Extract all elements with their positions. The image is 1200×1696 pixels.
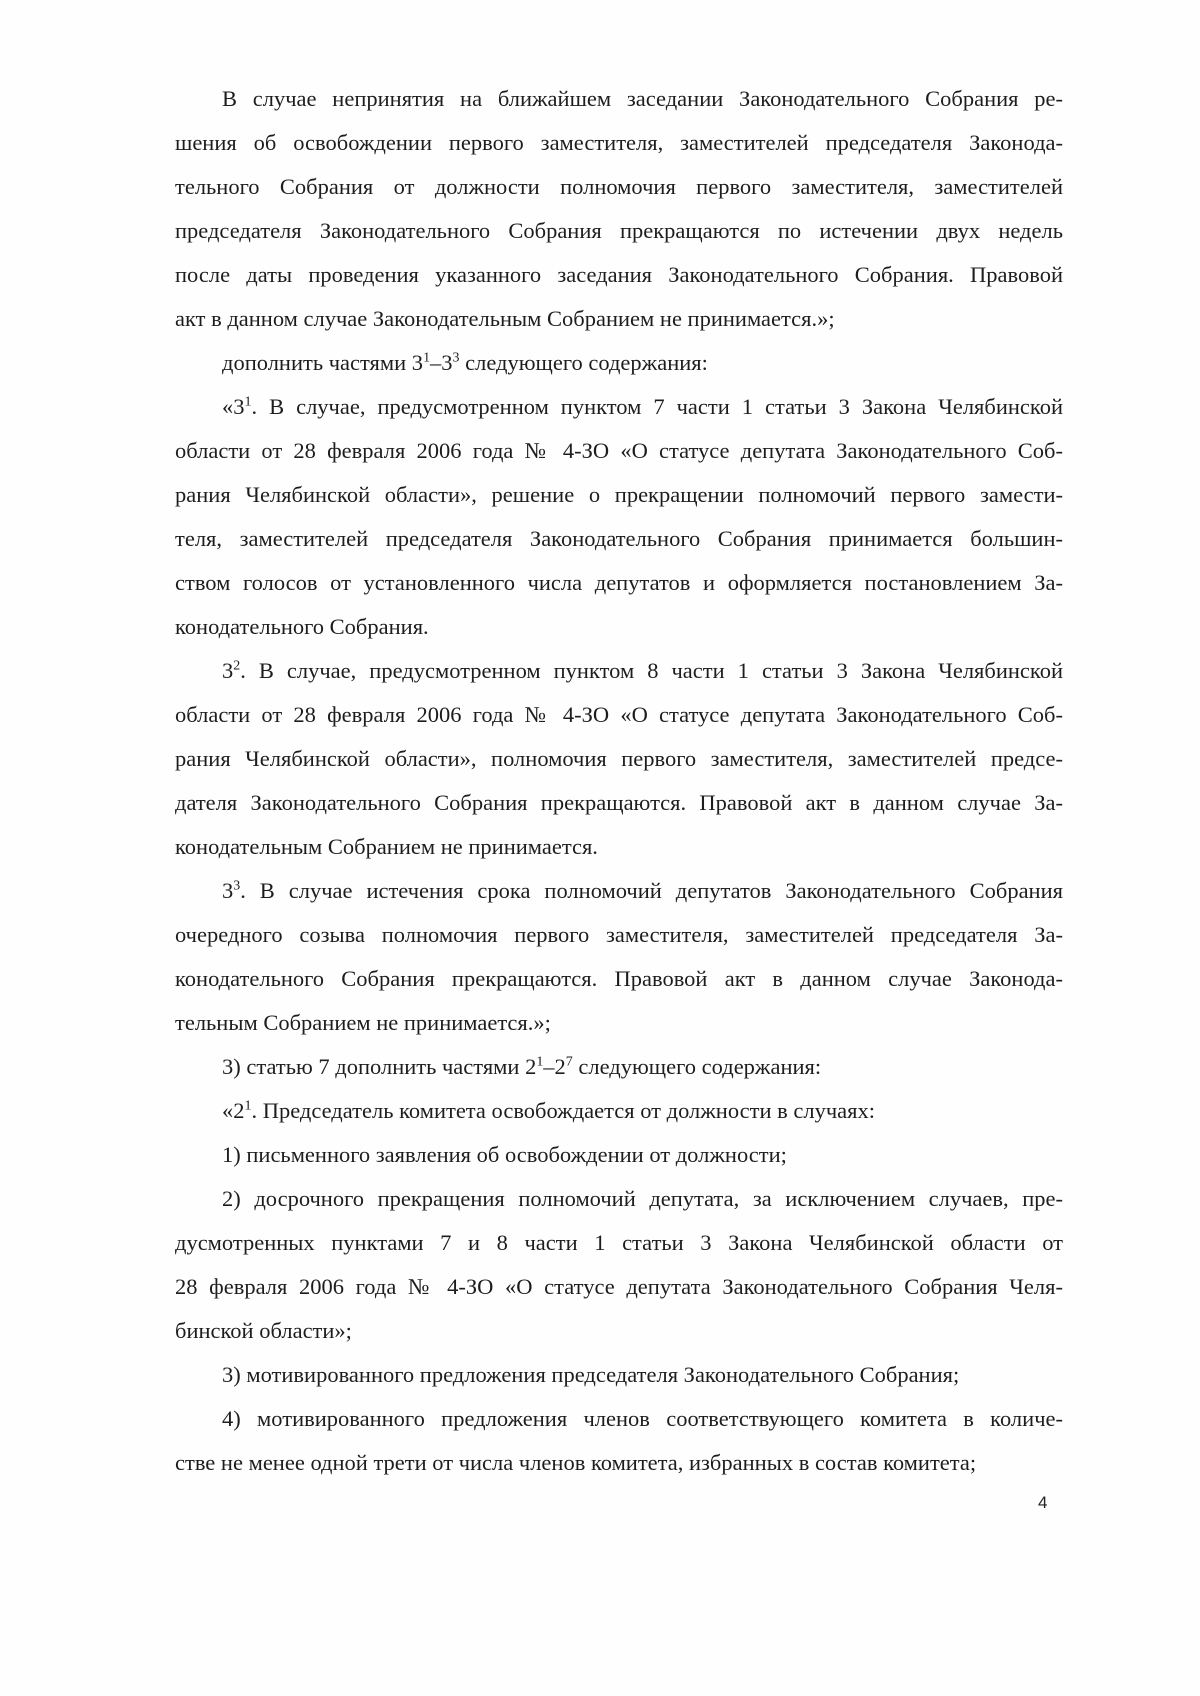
text-segment: конодательного Собрания. [175,614,429,639]
text-line [175,1008,1063,1038]
text-segment: 3) статью 7 дополнить частями 2 [222,1054,537,1079]
text-segment: . В случае истечения срока полномочий депутатов Законодательного Собрания [240,878,1063,903]
text-line [222,656,1063,686]
superscript: 1 [244,394,252,410]
text-segment: . Председатель комитета освобождается от должности в случаях: [251,1098,875,1123]
text-segment: «2 [222,1098,245,1123]
text-segment: дусмотренных пунктами 7 и 8 части 1 статьи 3 Закона Челябинской области от [175,1230,1063,1255]
superscript: 1 [244,1098,252,1114]
text-line [175,1228,1063,1258]
text-segment: –3 [430,350,453,375]
superscript: 1 [536,1054,544,1070]
text-line [222,1052,1063,1082]
text-segment: следующего содержания: [459,350,708,375]
superscript: 7 [565,1054,573,1070]
text-segment: ством голосов от установленного числа депутатов и оформляется постановлением За- [175,570,1063,595]
text-segment: «3 [222,394,245,419]
text-line [175,1316,1063,1346]
text-segment: теля, заместителей председателя Законодательного Собрания принимается большин- [175,526,1063,551]
text-segment: 3 [222,658,234,683]
text-segment: области от 28 февраля 2006 года № 4-ЗО «О статусе депутата Законодательного Соб- [175,702,1063,727]
text-line [222,392,1063,422]
text-segment: . В случае, предусмотренном пунктом 7 части 1 статьи 3 Закона Челябинской [251,394,1063,419]
text-line [175,700,1063,730]
text-line [175,260,1063,290]
text-segment: тельного Собрания от должности полномочия первого заместителя, заместителей [175,174,1063,199]
text-line [175,480,1063,510]
text-segment: акт в данном случае Законодательным Собранием не принимается.»; [175,306,835,331]
text-line [222,348,1063,378]
text-segment: . В случае, предусмотренном пунктом 8 части 1 статьи 3 Закона Челябинской [240,658,1063,683]
text-segment: тельным Собранием не принимается.»; [175,1010,551,1035]
text-line [175,788,1063,818]
text-segment: В случае непринятия на ближайшем заседании Законодательного Собрания ре- [222,86,1063,111]
text-line [175,832,1063,862]
text-segment: 1) письменного заявления об освобождении от должности; [222,1142,787,1167]
text-line [175,436,1063,466]
text-segment: конодательного Собрания прекращаются. Правовой акт в данном случае Законода- [175,966,1063,991]
text-line [175,304,1063,334]
text-segment: 4) мотивированного предложения членов соответствующего комитета в количе- [222,1406,1063,1431]
text-line [175,744,1063,774]
text-segment: области от 28 февраля 2006 года № 4-ЗО «О статусе депутата Законодательного Соб- [175,438,1063,463]
text-line [175,524,1063,554]
text-segment: председателя Законодательного Собрания прекращаются по истечении двух недель [175,218,1063,243]
text-line [175,568,1063,598]
superscript: 2 [233,658,241,674]
text-segment: 3 [222,878,234,903]
text-segment: рания Челябинской области», решение о прекращении полномочий первого замести- [175,482,1063,507]
text-segment: стве не менее одной трети от числа членов комитета, избранных в состав комитета; [175,1450,977,1475]
text-line [222,84,1063,114]
text-segment: 3) мотивированного предложения председателя Законодательного Собрания; [222,1362,960,1387]
text-segment: бинской области»; [175,1318,352,1343]
text-segment: 28 февраля 2006 года № 4-ЗО «О статусе депутата Законодательного Собрания Челя- [175,1274,1063,1299]
text-line [222,1096,1063,1126]
text-line [175,128,1063,158]
text-line [175,612,1063,642]
text-line [222,876,1063,906]
text-line [175,1448,1063,1478]
text-segment: –2 [543,1054,566,1079]
text-segment: следующего содержания: [572,1054,822,1079]
text-line [222,1404,1063,1434]
text-segment: 2) досрочного прекращения полномочий депутата, за исключением случаев, пре- [222,1186,1063,1211]
text-line [175,964,1063,994]
text-line [175,216,1063,246]
text-line [222,1184,1063,1214]
text-segment: шения об освобождении первого заместителя, заместителей председателя Законода- [175,130,1063,155]
superscript: 3 [233,878,241,894]
text-segment: дополнить частями 3 [222,350,424,375]
text-line [175,920,1063,950]
text-line [222,1140,1063,1170]
text-line [175,172,1063,202]
text-line [222,1360,1063,1390]
text-segment: после даты проведения указанного заседания Законодательного Собрания. Правовой [175,262,1063,287]
text-segment: дателя Законодательного Собрания прекращаются. Правовой акт в данном случае За- [175,790,1063,815]
page-number: 4 [1038,1493,1048,1512]
text-segment: рания Челябинской области», полномочия первого заместителя, заместителей предсе- [175,746,1063,771]
superscript: 1 [423,350,431,366]
superscript: 3 [452,350,460,366]
text-segment: конодательным Собранием не принимается. [175,834,598,859]
text-segment: очередного созыва полномочия первого заместителя, заместителей председателя За- [175,922,1063,947]
text-line [175,1272,1063,1302]
